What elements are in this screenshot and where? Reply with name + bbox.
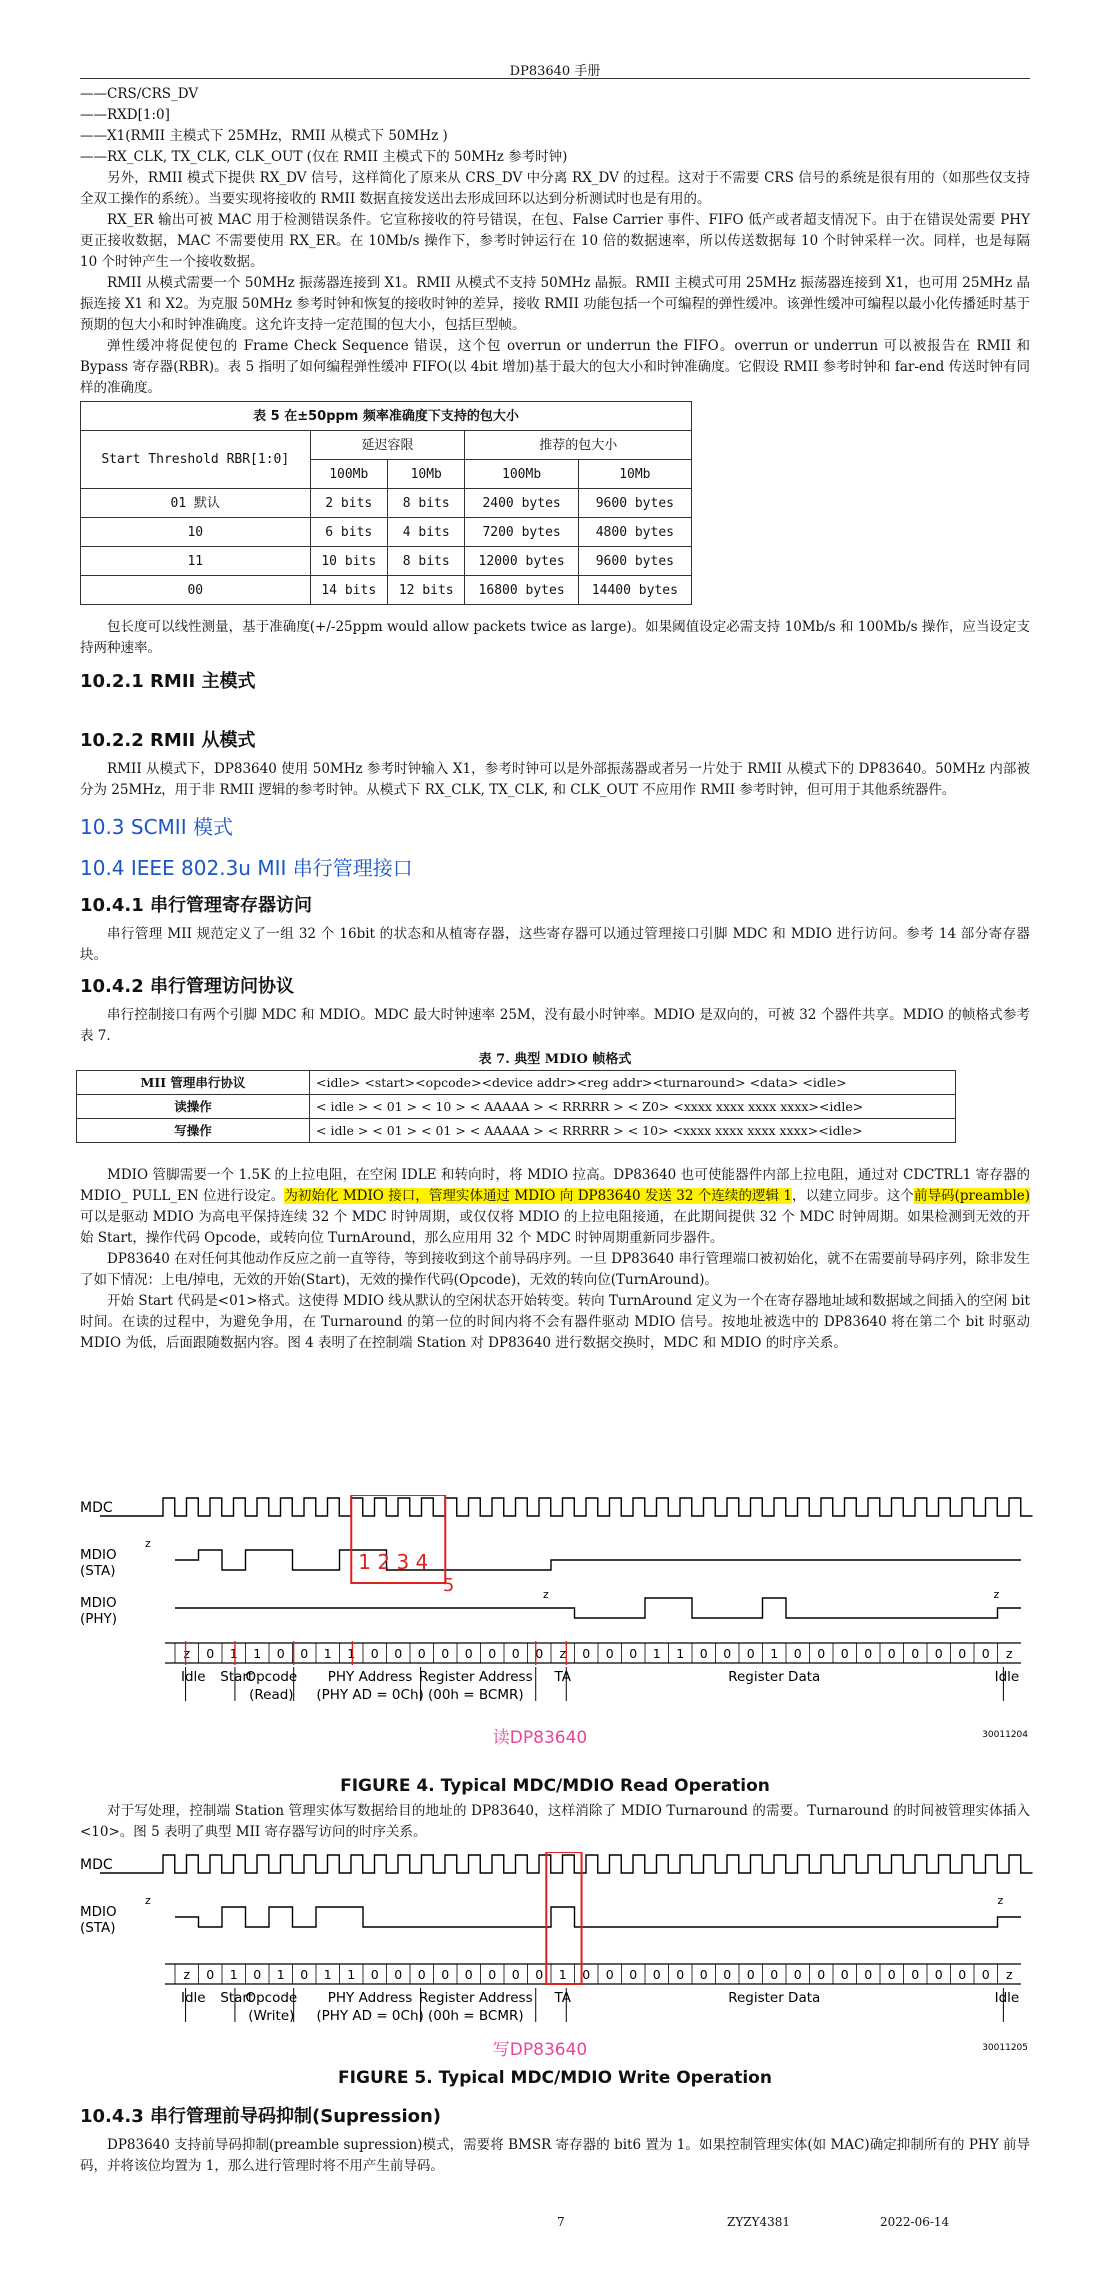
bit-value: 0 xyxy=(253,1967,262,1982)
document-body xyxy=(80,1801,1030,1843)
table-cell: <idle> <start><opcode><device addr><reg addr><turnaround> <data> <idle> xyxy=(310,1071,956,1095)
mdio-phy-waveform xyxy=(175,1598,1021,1618)
z-state-label: z xyxy=(543,1588,549,1601)
field-label: Idle xyxy=(181,1669,206,1685)
table-cell: 12 bits xyxy=(388,576,465,605)
annotation-text: 5 xyxy=(442,1575,455,1596)
table-cell: 16800 bytes xyxy=(465,576,578,605)
table-cell: 12000 bytes xyxy=(465,547,578,576)
paragraph: 弹性缓冲将促使包的 Frame Check Sequence 错误，这个包 overrun or underrun the FIFO。overrun or underrun 可以被报告在 RMII 和 Bypass 寄存器(RBR)。表 5 指明了如何编程弹性缓冲 FIFO(以 4bit 增加)基于最大的包大小和时钟准确度。它假设 RMII 参考时钟和 far-end 传送时钟有同样的准确度。 xyxy=(80,338,1030,396)
paragraph: 开始 Start 代码是<01>格式。这使得 MDIO 线从默认的空闲状态开始转变。转向 TurnAround 定义为一个在寄存器地址域和数据域之间插入的空闲 bit 时间。在读的过程中，为避免争用，在 Turnaround 的第一位的时间内将不会有器件驱动 MDIO 信号。按地址被选中的 DP83640 将在第二个 bit 时驱动 MDIO 为低，后面跟随数据内容。图 4 表明了在控制端 Station 对 DP83640 进行数据交换时，MDC 和 MDIO 的时序关系。 xyxy=(80,1293,1030,1351)
field-label: (00h = BCMR) xyxy=(427,1687,524,1703)
bit-value: 0 xyxy=(300,1646,309,1661)
bit-value: 0 xyxy=(864,1967,873,1982)
section-heading: 10.4.1 串行管理寄存器访问 xyxy=(80,895,313,916)
table-cell: 6 bits xyxy=(310,518,387,547)
bit-value: 0 xyxy=(699,1967,708,1982)
table-row xyxy=(77,1095,956,1119)
z-state-label: z xyxy=(145,1894,151,1907)
doc-id: ZYZY4381 xyxy=(727,2215,791,2229)
mdio-sta-waveform xyxy=(175,1907,1021,1927)
table-cell: 2400 bytes xyxy=(465,489,578,518)
bit-value: 1 xyxy=(347,1646,356,1661)
bit-value: 0 xyxy=(793,1967,802,1982)
field-label: TA xyxy=(554,1669,571,1685)
field-label: Register Data xyxy=(728,1990,821,2006)
bit-value: 0 xyxy=(958,1967,967,1982)
z-state-label: z xyxy=(145,1537,151,1550)
bit-value: z xyxy=(1005,1646,1013,1661)
bit-value: 0 xyxy=(981,1646,990,1661)
page-number: 7 xyxy=(557,2215,565,2229)
table-cell: 读操作 xyxy=(77,1095,310,1119)
paragraph: 另外，RMII 模式下提供 RX_DV 信号，这样简化了原来从 CRS_DV 中分离 RX_DV 的过程。这对于不需要 CRS 信号的系统是很有用的（如那些仅支持全双工操作的系统）。当要实现将接收的 RMII 数据直接发送出去形成回环以达到分析测试时也是有用的。 xyxy=(80,170,1030,207)
section-heading: 10.4.2 串行管理访问协议 xyxy=(80,976,295,997)
bit-value: 0 xyxy=(370,1967,379,1982)
field-label: (00h = BCMR) xyxy=(427,2008,524,2024)
table-cell: 4800 bytes xyxy=(578,518,691,547)
bit-value: 0 xyxy=(464,1646,473,1661)
table-header: 10Mb xyxy=(578,460,691,489)
paragraph: DP83640 在对任何其他动作反应之前一直等待，等到接收到这个前导码序列。一旦 DP83640 串行管理端口被初始化，就不在需要前导码序列，除非发生了如下情况：上电/掉电，无效的开始(Start)，无效的操作代码(Opcode)，无效的转向位(TurnAround)。 xyxy=(80,1251,1030,1288)
signal-label-mdc: MDC xyxy=(80,1500,113,1516)
signal-label-mdio-sta: MDIO xyxy=(80,1547,117,1563)
bit-value: 0 xyxy=(817,1646,826,1661)
table-header: 延迟容限 xyxy=(310,431,465,460)
pink-note: 读DP83640 xyxy=(492,1728,588,1748)
field-label: (PHY AD = 0Ch) xyxy=(316,2008,424,2024)
bit-value: 0 xyxy=(464,1967,473,1982)
table-header: 10Mb xyxy=(388,460,465,489)
field-label: Idle xyxy=(181,1990,206,2006)
table-row xyxy=(81,547,692,576)
bit-value: 0 xyxy=(723,1646,732,1661)
figure-code: 30011205 xyxy=(982,2043,1028,2053)
bit-value: 0 xyxy=(370,1646,379,1661)
table-cell: 00 xyxy=(81,576,311,605)
bit-value: 0 xyxy=(206,1646,215,1661)
paragraph: RX_ER 输出可被 MAC 用于检测错误条件。它宣称接收的符号错误，在包、False Carrier 事件、FIFO 低产或者超支情况下。由于在错误处需要 PHY 更正接收数据，MAC 不需要使用 RX_ER。在 10Mb/s 操作下，参考时钟运行在 10 倍的数据速率，所以传送数据每 10 个时钟采样一次。同样，也是每隔 10 个时钟产生一个接收数据。 xyxy=(80,212,1030,270)
bit-value: 0 xyxy=(911,1967,920,1982)
section-heading: 10.4.3 串行管理前导码抑制(Supression) xyxy=(80,2106,442,2127)
bit-value: 0 xyxy=(511,1646,520,1661)
bit-value: 0 xyxy=(817,1967,826,1982)
bit-value: 0 xyxy=(582,1646,591,1661)
bit-value: 0 xyxy=(605,1967,614,1982)
highlighted-text: 为初始化 MDIO 接口，管理实体通过 MDIO 向 DP83640 发送 32 个连续的逻辑 1 xyxy=(284,1188,793,1204)
bit-value: 0 xyxy=(676,1967,685,1982)
mdio-sta-waveform xyxy=(175,1550,1021,1570)
bit-value: 0 xyxy=(417,1646,426,1661)
table-caption: 表 5 在±50ppm 频率准确度下支持的包大小 xyxy=(81,402,692,431)
signal-label-mdio-sta: (STA) xyxy=(80,1563,116,1579)
section-heading: 10.3 SCMII 模式 xyxy=(80,815,233,839)
field-label: PHY Address xyxy=(327,1990,413,2006)
bit-value: 1 xyxy=(558,1967,567,1982)
bit-value: 0 xyxy=(958,1646,967,1661)
z-state-label: z xyxy=(993,1588,1000,1601)
table-cell: 2 bits xyxy=(310,489,387,518)
bit-value: 0 xyxy=(840,1967,849,1982)
bit-value: 0 xyxy=(605,1646,614,1661)
section-heading: 10.2.2 RMII 从模式 xyxy=(80,730,256,751)
section-heading: 10.2.1 RMII 主模式 xyxy=(80,671,256,692)
mdc-clock-waveform xyxy=(100,1855,1033,1873)
table-header: 100Mb xyxy=(465,460,578,489)
table-cell: 14 bits xyxy=(310,576,387,605)
header-rule xyxy=(80,78,1030,79)
bit-value: 1 xyxy=(253,1646,262,1661)
text-run: 可以是驱动 MDIO 为高电平保持连续 32 个 MDC 时钟周期，或仅仅将 MDIO 的上拉电阻接通，在此期间提供 32 个 MDC 时钟周期。如果检测到无效的开始 Start，操作代码 Opcode，或转向位 TurnAround，那么应用用 32 个 MDC 时钟周期重新同步器件。 xyxy=(80,1209,1030,1246)
bit-value: 1 xyxy=(229,1646,238,1661)
bit-value: 0 xyxy=(441,1967,450,1982)
paragraph: 对于写处理，控制端 Station 管理实体写数据给目的地址的 DP83640，这样消除了 MDIO Turnaround 的需要。Turnaround 的时间被管理实体插入<10>。图 5 表明了典型 MII 寄存器写访问的时序关系。 xyxy=(80,1803,1030,1840)
signal-label-mdio-sta: (STA) xyxy=(80,1920,116,1936)
footer-date: 2022-06-14 xyxy=(880,2215,950,2229)
bit-value: 0 xyxy=(770,1967,779,1982)
running-header: DP83640 手册 xyxy=(509,64,601,79)
document-body xyxy=(80,2106,1030,2177)
bit-value: 0 xyxy=(629,1646,638,1661)
table-cell: 写操作 xyxy=(77,1119,310,1143)
z-state-label: z xyxy=(997,1894,1004,1907)
bit-value: 0 xyxy=(511,1967,520,1982)
bit-value: 1 xyxy=(676,1646,685,1661)
table-cell: 7200 bytes xyxy=(465,518,578,547)
field-label: Idle xyxy=(994,1669,1020,1685)
table-cell: 10 xyxy=(81,518,311,547)
field-label: Register Address xyxy=(418,1669,533,1685)
bit-value: z xyxy=(559,1646,567,1661)
field-label: Start xyxy=(220,1669,254,1685)
document-body xyxy=(80,84,1030,1354)
bit-value: 0 xyxy=(887,1967,896,1982)
field-label: (PHY AD = 0Ch) xyxy=(316,1687,424,1703)
paragraph: 串行控制接口有两个引脚 MDC 和 MDIO。MDC 最大时钟速率 25M，没有最小时钟率。MDIO 是双向的，可被 32 个器件共享。MDIO 的帧格式参考表 7. xyxy=(80,1007,1030,1044)
bit-value: 1 xyxy=(276,1967,285,1982)
highlighted-text: 前导码(preamble) xyxy=(913,1188,1031,1204)
bit-value: 0 xyxy=(441,1646,450,1661)
text-run: ，以建立同步。这个 xyxy=(792,1188,914,1204)
figure-4-timing-diagram xyxy=(80,1495,1040,1765)
field-label: (Write) xyxy=(248,2008,295,2024)
table-cell: MII 管理串行协议 xyxy=(77,1071,310,1095)
bit-value: 0 xyxy=(206,1967,215,1982)
signal-label-mdio-phy: (PHY) xyxy=(80,1611,118,1627)
field-label: Register Address xyxy=(418,1990,533,2006)
bit-value: 0 xyxy=(629,1967,638,1982)
bit-value: 1 xyxy=(323,1967,332,1982)
table-header: Start Threshold RBR[1:0] xyxy=(81,431,311,489)
figure-code: 30011204 xyxy=(982,1730,1028,1740)
table-cell: 01 默认 xyxy=(81,489,311,518)
pink-note: 写DP83640 xyxy=(492,2040,588,2060)
field-label: Opcode xyxy=(245,1990,298,2006)
field-label: Idle xyxy=(994,1990,1020,2006)
bit-value: 0 xyxy=(276,1646,285,1661)
bit-value: 0 xyxy=(582,1967,591,1982)
bit-value: 0 xyxy=(699,1646,708,1661)
table-cell: 9600 bytes xyxy=(578,547,691,576)
bit-value: 0 xyxy=(652,1967,661,1982)
annotation-text: 1 2 3 4 xyxy=(358,1550,429,1574)
field-label: Register Data xyxy=(728,1669,821,1685)
bit-value: 1 xyxy=(770,1646,779,1661)
bit-value: 0 xyxy=(535,1967,544,1982)
bit-value: 0 xyxy=(934,1646,943,1661)
field-label: PHY Address xyxy=(327,1669,413,1685)
signal-list-item: ——RX_CLK, TX_CLK, CLK_OUT (仅在 RMII 主模式下的 50MHz 参考时钟) xyxy=(80,149,568,165)
table-cell: 9600 bytes xyxy=(578,489,691,518)
figure-caption: FIGURE 4. Typical MDC/MDIO Read Operation xyxy=(340,1776,770,1796)
bit-value: z xyxy=(1005,1967,1013,1982)
field-label: Start xyxy=(220,1990,254,2006)
signal-list-item: ——X1(RMII 主模式下 25MHz，RMII 从模式下 50MHz ) xyxy=(80,128,448,144)
bit-value: 0 xyxy=(417,1967,426,1982)
table-cell: 8 bits xyxy=(388,547,465,576)
bit-value: 0 xyxy=(840,1646,849,1661)
bit-value: z xyxy=(183,1967,191,1982)
bit-value: 1 xyxy=(347,1967,356,1982)
paragraph: 串行管理 MII 规范定义了一组 32 个 16bit 的状态和从植寄存器，这些寄存器可以通过管理接口引脚 MDC 和 MDIO 进行访问。参考 14 部分寄存器块。 xyxy=(80,926,1030,963)
table-row xyxy=(77,1071,956,1095)
bit-value: 0 xyxy=(488,1967,497,1982)
bit-value: z xyxy=(183,1646,191,1661)
table-cell: < idle > < 01 > < 10 > < AAAAA > < RRRRR > < Z0> <xxxx xxxx xxxx xxxx><idle> xyxy=(310,1095,956,1119)
table-5 xyxy=(80,401,692,605)
bit-value: 0 xyxy=(981,1967,990,1982)
signal-label-mdio-phy: MDIO xyxy=(80,1595,117,1611)
bit-value: 0 xyxy=(535,1646,544,1661)
signal-label-mdio-sta: MDIO xyxy=(80,1904,117,1920)
field-label: Opcode xyxy=(245,1669,298,1685)
table-cell: 4 bits xyxy=(388,518,465,547)
table-row xyxy=(77,1119,956,1143)
bit-value: 0 xyxy=(887,1646,896,1661)
field-label: TA xyxy=(554,1990,571,2006)
bit-value: 0 xyxy=(746,1967,755,1982)
bit-value: 0 xyxy=(300,1967,309,1982)
table-cell: 14400 bytes xyxy=(578,576,691,605)
table-header: 100Mb xyxy=(310,460,387,489)
figure-5-timing-diagram xyxy=(80,1852,1040,2062)
bit-value: 1 xyxy=(652,1646,661,1661)
table-cell: 11 xyxy=(81,547,311,576)
bit-value: 0 xyxy=(793,1646,802,1661)
paragraph: 包长度可以线性测量，基于准确度(+/-25ppm would allow packets twice as large)。如果阈值设定必需支持 10Mb/s 和 100Mb/s 操作，应当设定支持两种速率。 xyxy=(80,619,1030,656)
table-7 xyxy=(76,1070,956,1143)
bit-value: 0 xyxy=(394,1967,403,1982)
mdc-clock-waveform xyxy=(100,1498,1033,1516)
paragraph xyxy=(80,1165,1030,1249)
table-cell: < idle > < 01 > < 01 > < AAAAA > < RRRRR > < 10> <xxxx xxxx xxxx xxxx><idle> xyxy=(310,1119,956,1143)
bit-value: 0 xyxy=(911,1646,920,1661)
table-caption: 表 7. 典型 MDIO 帧格式 xyxy=(478,1052,632,1067)
field-label: (Read) xyxy=(249,1687,294,1703)
bit-value: 0 xyxy=(723,1967,732,1982)
paragraph: RMII 从模式需要一个 50MHz 振荡器连接到 X1。RMII 从模式不支持 50MHz 晶振。RMII 主模式可用 25MHz 振荡器连接到 X1，也可用 25MHz 晶振连接 X1 和 X2。为克服 50MHz 参考时钟和恢复的接收时钟的差异，接收 RMII 功能包括一个可编程的弹性缓冲。该弹性缓冲可编程以最小化传播延时基于预期的包大小和时钟准确度。这允许支持一定范围的包大小，包括巨型帧。 xyxy=(80,275,1030,333)
table-row xyxy=(81,489,692,518)
section-heading: 10.4 IEEE 802.3u MII 串行管理接口 xyxy=(80,856,413,880)
table-row xyxy=(81,518,692,547)
paragraph: DP83640 支持前导码抑制(preamble supression)模式，需要将 BMSR 寄存器的 bit6 置为 1。如果控制管理实体(如 MAC)确定抑制所有的 PHY 前导码，并将该位均置为 1，那么进行管理时将不用产生前导码。 xyxy=(80,2137,1030,2174)
bit-value: 0 xyxy=(746,1646,755,1661)
table-header: 推荐的包大小 xyxy=(465,431,692,460)
table-cell: 8 bits xyxy=(388,489,465,518)
paragraph: RMII 从模式下，DP83640 使用 50MHz 参考时钟输入 X1，参考时钟可以是外部振荡器或者另一片处于 RMII 从模式下的 DP83640。50MHz 内部被分为 25MHz，用于非 RMII 逻辑的参考时钟。从模式下 RX_CLK, TX_CLK, 和 CLK_OUT 不应用作 RMII 参考时钟，但可用于其他系统器件。 xyxy=(80,761,1030,798)
bit-value: 1 xyxy=(323,1646,332,1661)
bit-value: 0 xyxy=(864,1646,873,1661)
signal-label-mdc: MDC xyxy=(80,1857,113,1873)
text-run: MDIO 管脚需要一个 1.5K 的上拉电阻，在空闲 IDLE 和转向时，将 MDIO 拉高。DP83640 也可使能器件内部上拉电阻，通过对 CDCTRL1 寄存器的 MDIO_ PULL_EN 位进行设定。 xyxy=(80,1167,1030,1204)
bit-value: 0 xyxy=(934,1967,943,1982)
table-row xyxy=(81,576,692,605)
bit-value: 0 xyxy=(488,1646,497,1661)
bit-value: 0 xyxy=(394,1646,403,1661)
signal-list-item: ——RXD[1:0] xyxy=(80,107,170,123)
signal-list-item: ——CRS/CRS_DV xyxy=(80,86,199,102)
table-cell: 10 bits xyxy=(310,547,387,576)
bit-value: 1 xyxy=(229,1967,238,1982)
figure-caption: FIGURE 5. Typical MDC/MDIO Write Operation xyxy=(338,2068,772,2088)
